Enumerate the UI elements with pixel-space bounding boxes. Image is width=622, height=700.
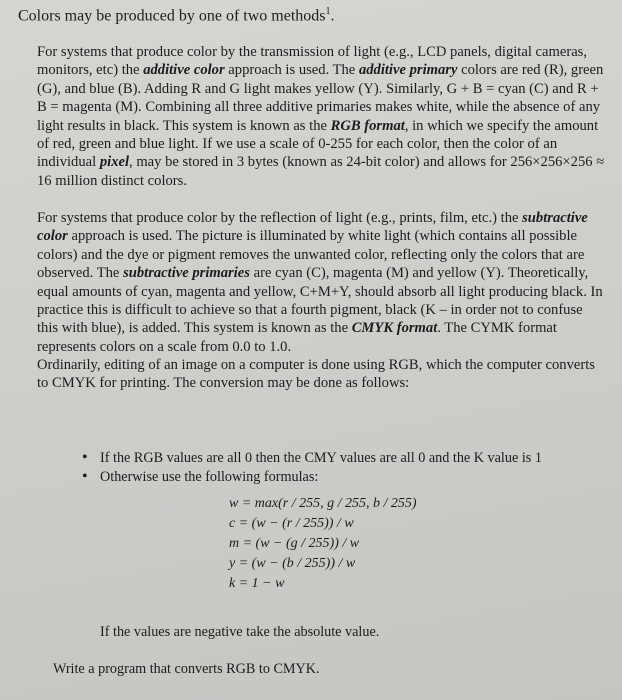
term-rgb-format: RGB format <box>330 117 405 134</box>
text-span: are cyan (C), magenta (M) and yellow (Y). Theoretically, equal amounts of cyan, magenta and yellow, C+M+Y, should absorb all light producing black. In practice this is difficult to achieve so that a fourth pigment, black (K – in order not to confuse this with blue), is added. This system is known as the <box>37 265 603 337</box>
text-span: , may be stored in 3 bytes (known as 24-bit color) and allows for 256×256×256 ≈ 16 million distinct colors. <box>37 154 605 189</box>
term-subtractive-color: subtractive color <box>37 210 588 245</box>
list-item: • Otherwise use the following formulas: <box>82 468 542 487</box>
term-pixel: pixel <box>99 154 130 171</box>
formula-y: y = (w − (b / 255)) / w <box>229 556 356 571</box>
heading <box>18 6 335 25</box>
footnote-marker: 1 <box>325 6 331 17</box>
text-span: For systems that produce color by the transmission of light (e.g., LCD panels, digital cameras, monitors, etc) the <box>37 44 587 79</box>
formula-c: c = (w − (r / 255)) / w <box>229 516 354 531</box>
term-additive-primary: additive primary <box>358 62 458 79</box>
task-statement: Write a program that converts RGB to CMYK. <box>53 661 320 677</box>
text-span: For systems that produce color by the reflection of light (e.g., prints, film, etc.) the <box>37 210 523 226</box>
text-span: colors are red (R), green (G), and blue (B). Adding R and G light makes yellow (Y). Similarly, G + B = cyan (C) and R + B = magenta (M). Combining all three additive primaries makes white, while the absence of any light results in black. This system is known as the <box>37 62 604 134</box>
text-span: approach is used. The picture is illuminated by white light (which contains all possible colors) and the dye or pigment removes the unwanted color, reflecting only the colors that are observed. The <box>37 228 585 282</box>
formula-m: m = (w − (g / 255)) / w <box>229 536 360 551</box>
text-span: . The CYMK format represents colors on a scale from 0.0 to 1.0. <box>37 320 557 355</box>
heading-text: Colors may be produced by one of two methods <box>18 7 326 25</box>
paragraph-subtractive <box>37 209 607 356</box>
term-additive-color: additive color <box>143 62 225 79</box>
text-span: approach is used. The <box>224 62 359 79</box>
term-cmyk-format: CMYK format <box>351 320 438 337</box>
heading-period: . <box>330 7 335 25</box>
formula-k: k = 1 − w <box>229 576 285 591</box>
term-subtractive-primaries: subtractive primaries <box>123 265 250 282</box>
formula-block <box>229 494 417 594</box>
absolute-value-note: If the values are negative take the absolute value. <box>100 624 380 640</box>
text-span: , in which we specify the amount of red, green and blue light. If we use a scale of 0-255 for each color, then the color of an individual <box>37 117 599 171</box>
conversion-rules-list <box>82 449 542 487</box>
paragraph-additive <box>37 43 607 190</box>
paragraph-conversion: Ordinarily, editing of an image on a computer is done using RGB, which the computer converts to CMYK for printing. The conversion may be done as follows: <box>37 357 595 392</box>
list-item: • If the RGB values are all 0 then the CMY values are all 0 and the K value is 1 <box>82 449 542 468</box>
formula-w: w = max(r / 255, g / 255, b / 255) <box>229 496 417 511</box>
